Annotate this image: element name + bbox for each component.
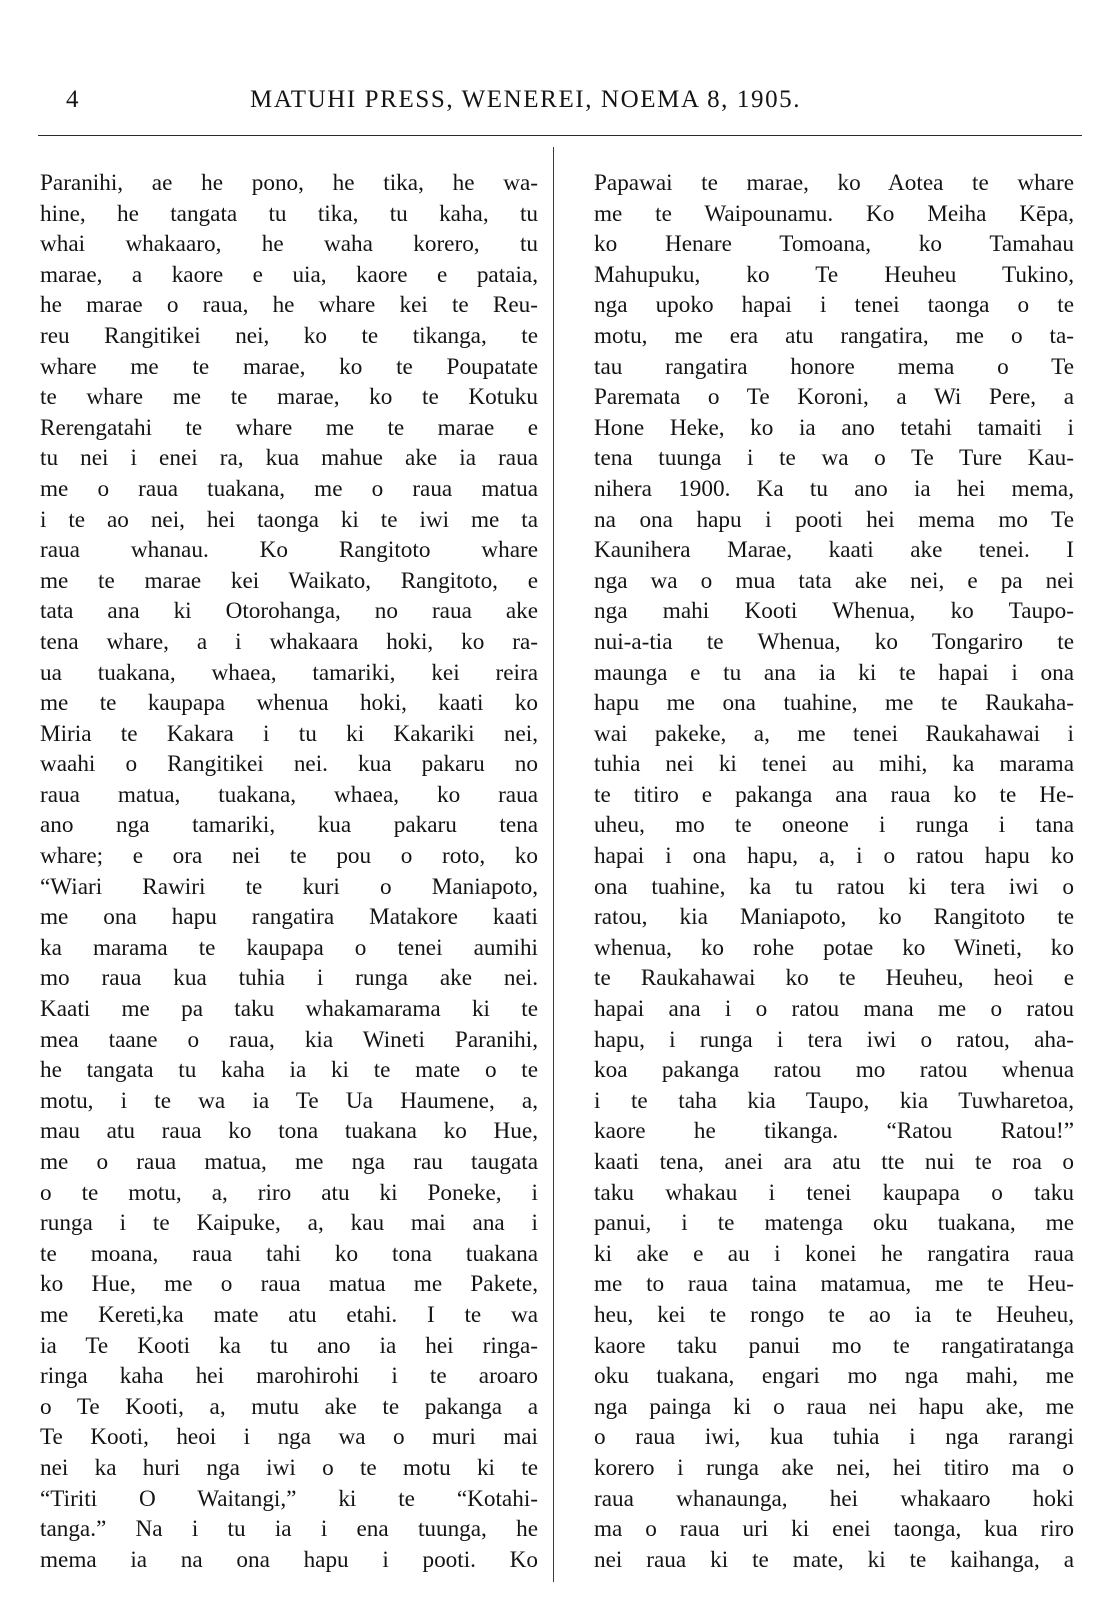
text-line: na ona hapu i pooti hei mema mo Te [594,506,1074,533]
text-line: te moana, raua tahi ko tona tuakana [40,1240,538,1267]
text-line: ma o raua uri ki enei taonga, kua riro [594,1516,1074,1543]
text-line: hapai ana i o ratou mana me o ratou [594,996,1074,1023]
text-line: te whare me te marae, ko te Kotuku [40,384,538,411]
text-line: i te ao nei, hei taonga ki te iwi me ta [40,506,538,533]
text-line: raua whanau. Ko Rangitoto whare [40,537,538,564]
text-line: ua tuakana, whaea, tamariki, kei reira [40,659,538,686]
text-line: me o raua tuakana, me o raua matua [40,475,538,502]
text-line: “Wiari Rawiri te kuri o Maniapoto, [40,873,538,900]
text-line: raua whanaunga, hei whakaaro hoki [594,1485,1074,1512]
text-line: o Te Kooti, a, mutu ake te pakanga a [40,1393,538,1420]
text-line: o raua iwi, kua tuhia i nga rarangi [594,1424,1074,1451]
text-line: whare me te marae, ko te Poupatate [40,353,538,380]
text-line: nei raua ki te mate, ki te kaihanga, a [594,1546,1074,1573]
text-line: marae, a kaore e uia, kaore e pataia, [40,261,538,288]
text-line: raua matua, tuakana, whaea, ko raua [40,781,538,808]
text-line: mea taane o raua, kia Wineti Paranihi, [40,1026,538,1053]
text-line: koa pakanga ratou mo ratou whenua [594,1057,1074,1084]
text-line: me o raua matua, me nga rau taugata [40,1149,538,1175]
text-line: oku tuakana, engari mo nga mahi, me [594,1363,1074,1390]
text-line: Mahupuku, ko Te Heuheu Tukino, [594,261,1074,288]
text-line: whare; e ora nei te pou o roto, ko [40,843,538,870]
masthead: MATUHI PRESS, WENEREI, NOEMA 8, 1905. [250,86,802,113]
text-line: he tangata tu kaha ia ki te mate o te [40,1057,538,1084]
text-line: “Tiriti O Waitangi,” ki te “Kotahi- [40,1485,538,1512]
left-column [40,168,538,1575]
text-line: ano nga tamariki, kua pakaru tena [40,812,538,839]
right-column [594,168,1074,1575]
text-line: ko Henare Tomoana, ko Tamahau [594,231,1074,258]
text-line: Kaati me pa taku whakamarama ki te [40,996,538,1023]
text-line: i te taha kia Taupo, kia Tuwharetoa, [594,1087,1074,1114]
text-line: ringa kaha hei marohirohi i te aroaro [40,1363,538,1390]
column-divider [553,147,554,1582]
text-line: motu, me era atu rangatira, me o ta- [594,322,1074,349]
text-line: panui, i te matenga oku tuakana, me [594,1210,1074,1237]
text-line: runga i te Kaipuke, a, kau mai ana i [40,1210,538,1237]
page-header [40,86,1080,126]
text-line: Hone Heke, ko ia ano tetahi tamaiti i [594,414,1074,441]
text-line: ia Te Kooti ka tu ano ia hei ringa- [40,1332,538,1359]
text-line: Te Kooti, heoi i nga wa o muri mai [40,1424,538,1451]
text-line: me te marae kei Waikato, Rangitoto, e [40,567,538,594]
text-line: tena whare, a i whakaara hoki, ko ra- [40,628,538,655]
text-line: Kaunihera Marae, kaati ake tenei. I [594,537,1074,564]
text-line: hapai i ona hapu, a, i o ratou hapu ko [594,843,1074,870]
text-line: taku whakau i tenei kaupapa o taku [594,1179,1074,1206]
text-line: te titiro e pakanga ana raua ko te He- [594,781,1074,808]
page-number: 4 [66,86,80,113]
text-line: mau atu raua ko tona tuakana ko Hue, [40,1118,538,1145]
text-line: tuhia nei ki tenei au mihi, ka marama [594,751,1074,778]
text-line: hine, he tangata tu tika, tu kaha, tu [40,200,538,227]
text-line: me te Waipounamu. Ko Meiha Kēpa, [594,200,1074,227]
text-line: nui-a-tia te Whenua, ko Tongariro te [594,628,1074,655]
text-line: uheu, mo te oneone i runga i tana [594,812,1074,839]
text-line: tena tuunga i te wa o Te Ture Kau- [594,445,1074,472]
text-line: whai whakaaro, he waha korero, tu [40,231,538,258]
text-line: me te kaupapa whenua hoki, kaati ko [40,690,538,717]
text-line: nga mahi Kooti Whenua, ko Taupo- [594,598,1074,625]
text-line: heu, kei te rongo te ao ia te Heuheu, [594,1301,1074,1328]
text-line: Paremata o Te Koroni, a Wi Pere, a [594,384,1074,411]
text-line: kaore taku panui mo te rangatiratanga [594,1332,1074,1359]
text-line: nihera 1900. Ka tu ano ia hei mema, [594,475,1074,502]
text-line: o te motu, a, riro atu ki Poneke, i [40,1179,538,1206]
text-line: nga painga ki o raua nei hapu ake, me [594,1393,1074,1420]
text-line: Papawai te marae, ko Aotea te whare [594,170,1074,196]
text-line: wai pakeke, a, me tenei Raukahawai i [594,720,1074,747]
text-line: hapu, i runga i tera iwi o ratou, aha- [594,1026,1074,1053]
text-line: Paranihi, ae he pono, he tika, he wa- [40,170,538,196]
text-line: ki ake e au i konei he rangatira raua [594,1240,1074,1267]
text-line: tu nei i enei ra, kua mahue ake ia raua [40,445,538,472]
text-line: me to raua taina matamua, me te Heu- [594,1271,1074,1298]
text-line: me ona hapu rangatira Matakore kaati [40,904,538,931]
text-line: tanga.” Na i tu ia i ena tuunga, he [40,1516,538,1543]
text-line: nga wa o mua tata ake nei, e pa nei [594,567,1074,594]
text-line: ko Hue, me o raua matua me Pakete, [40,1271,538,1298]
text-line: ratou, kia Maniapoto, ko Rangitoto te [594,904,1074,931]
text-line: korero i runga ake nei, hei titiro ma o [594,1454,1074,1481]
text-line: kaore he tikanga. “Ratou Ratou!” [594,1118,1074,1145]
text-line: me Kereti,ka mate atu etahi. I te wa [40,1301,538,1328]
text-line: he marae o raua, he whare kei te Reu- [40,292,538,319]
text-line: motu, i te wa ia Te Ua Haumene, a, [40,1087,538,1114]
text-line: hapu me ona tuahine, me te Raukaha- [594,690,1074,717]
text-line: kaati tena, anei ara atu tte nui te roa o [594,1149,1074,1175]
text-line: tau rangatira honore mema o Te [594,353,1074,380]
text-line: mema ia na ona hapu i pooti. Ko [40,1546,538,1573]
text-line: waahi o Rangitikei nei. kua pakaru no [40,751,538,778]
text-line: tata ana ki Otorohanga, no raua ake [40,598,538,625]
text-line: Miria te Kakara i tu ki Kakariki nei, [40,720,538,747]
text-line: mo raua kua tuhia i runga ake nei. [40,965,538,992]
text-line: te Raukahawai ko te Heuheu, heoi e [594,965,1074,992]
text-line: reu Rangitikei nei, ko te tikanga, te [40,322,538,349]
header-rule [38,135,1082,136]
text-line: ka marama te kaupapa o tenei aumihi [40,934,538,961]
text-line: nei ka huri nga iwi o te motu ki te [40,1454,538,1481]
text-line: maunga e tu ana ia ki te hapai i ona [594,659,1074,686]
text-line: nga upoko hapai i tenei taonga o te [594,292,1074,319]
text-line: whenua, ko rohe potae ko Wineti, ko [594,934,1074,961]
text-line: Rerengatahi te whare me te marae e [40,414,538,441]
text-line: ona tuahine, ka tu ratou ki tera iwi o [594,873,1074,900]
